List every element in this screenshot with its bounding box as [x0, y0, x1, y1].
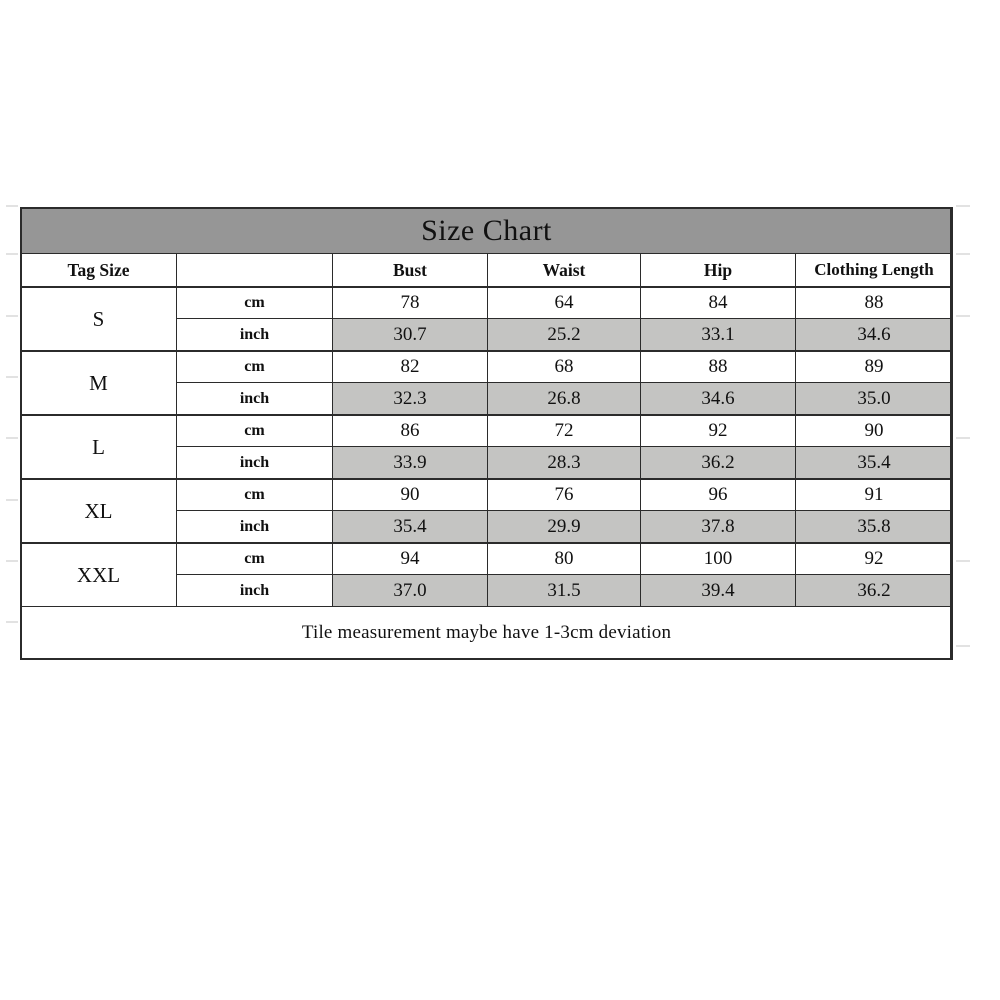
deviation-note-text: Tile measurement maybe have 1-3cm deviation — [301, 622, 672, 643]
cell-bust-inch: 37.0 — [333, 575, 488, 607]
cell-bust-cm: 86 — [333, 415, 488, 447]
unit-label-cm: cm — [177, 287, 333, 319]
margin-tick — [6, 205, 18, 207]
cell-waist-cm: 64 — [488, 287, 641, 319]
cell-hip-cm: 84 — [641, 287, 796, 319]
table-row — [21, 415, 953, 447]
cell-waist-cm: 68 — [488, 351, 641, 383]
unit-label-cm: cm — [177, 479, 333, 511]
deviation-note — [21, 607, 953, 660]
margin-tick — [6, 560, 18, 562]
table-row — [21, 351, 953, 383]
cell-waist-cm: 72 — [488, 415, 641, 447]
cell-waist-inch: 26.8 — [488, 383, 641, 416]
margin-tick — [956, 645, 970, 647]
cell-hip-cm: 96 — [641, 479, 796, 511]
unit-label-inch: inch — [177, 447, 333, 480]
cell-bust-cm: 82 — [333, 351, 488, 383]
size-chart-table — [20, 207, 953, 660]
margin-tick — [956, 315, 970, 317]
cell-bust-inch: 33.9 — [333, 447, 488, 480]
cell-hip-cm: 100 — [641, 543, 796, 575]
table-row — [21, 479, 953, 511]
cell-hip-inch: 36.2 — [641, 447, 796, 480]
unit-label-cm: cm — [177, 351, 333, 383]
cell-length-cm: 90 — [796, 415, 953, 447]
unit-label-inch: inch — [177, 575, 333, 607]
margin-tick — [6, 376, 18, 378]
unit-label-inch: inch — [177, 319, 333, 352]
unit-label-cm: cm — [177, 415, 333, 447]
margin-tick — [6, 315, 18, 317]
cell-waist-inch: 29.9 — [488, 511, 641, 544]
size-label-xl: XL — [21, 479, 177, 543]
cell-bust-inch: 32.3 — [333, 383, 488, 416]
cell-length-cm: 91 — [796, 479, 953, 511]
cell-hip-cm: 88 — [641, 351, 796, 383]
margin-tick — [956, 560, 970, 562]
margin-tick — [956, 437, 970, 439]
column-header-tag-size: Tag Size — [21, 254, 177, 288]
cell-bust-cm: 94 — [333, 543, 488, 575]
table-row — [21, 543, 953, 575]
column-header-hip: Hip — [641, 254, 796, 288]
cell-hip-inch: 33.1 — [641, 319, 796, 352]
cell-length-inch: 34.6 — [796, 319, 953, 352]
size-label-xxl: XXL — [21, 543, 177, 607]
cell-hip-cm: 92 — [641, 415, 796, 447]
cell-waist-inch: 28.3 — [488, 447, 641, 480]
column-header-unit — [177, 254, 333, 288]
cell-hip-inch: 37.8 — [641, 511, 796, 544]
cell-bust-cm: 78 — [333, 287, 488, 319]
cell-length-inch: 35.4 — [796, 447, 953, 480]
cell-bust-cm: 90 — [333, 479, 488, 511]
margin-tick — [6, 499, 18, 501]
margin-tick — [6, 253, 18, 255]
margin-tick — [956, 253, 970, 255]
cell-waist-cm: 76 — [488, 479, 641, 511]
margin-tick — [6, 437, 18, 439]
cell-length-inch: 36.2 — [796, 575, 953, 607]
cell-waist-inch: 25.2 — [488, 319, 641, 352]
size-label-m: M — [21, 351, 177, 415]
cell-hip-inch: 34.6 — [641, 383, 796, 416]
margin-tick — [6, 621, 18, 623]
cell-length-inch: 35.0 — [796, 383, 953, 416]
unit-label-inch: inch — [177, 511, 333, 544]
cell-bust-inch: 30.7 — [333, 319, 488, 352]
unit-label-inch: inch — [177, 383, 333, 416]
size-label-s: S — [21, 287, 177, 351]
cell-length-cm: 89 — [796, 351, 953, 383]
cell-length-inch: 35.8 — [796, 511, 953, 544]
cell-hip-inch: 39.4 — [641, 575, 796, 607]
unit-label-cm: cm — [177, 543, 333, 575]
cell-waist-inch: 31.5 — [488, 575, 641, 607]
chart-title-row — [21, 208, 953, 254]
column-header-bust: Bust — [333, 254, 488, 288]
cell-bust-inch: 35.4 — [333, 511, 488, 544]
margin-tick — [956, 205, 970, 207]
size-chart-container — [20, 207, 952, 660]
cell-length-cm: 88 — [796, 287, 953, 319]
column-header-row — [21, 254, 953, 288]
size-label-l: L — [21, 415, 177, 479]
table-row — [21, 287, 953, 319]
cell-length-cm: 92 — [796, 543, 953, 575]
note-row — [21, 607, 953, 660]
column-header-waist: Waist — [488, 254, 641, 288]
cell-waist-cm: 80 — [488, 543, 641, 575]
column-header-clothing-length: Clothing Length — [796, 254, 953, 288]
chart-title: Size Chart — [21, 208, 953, 254]
